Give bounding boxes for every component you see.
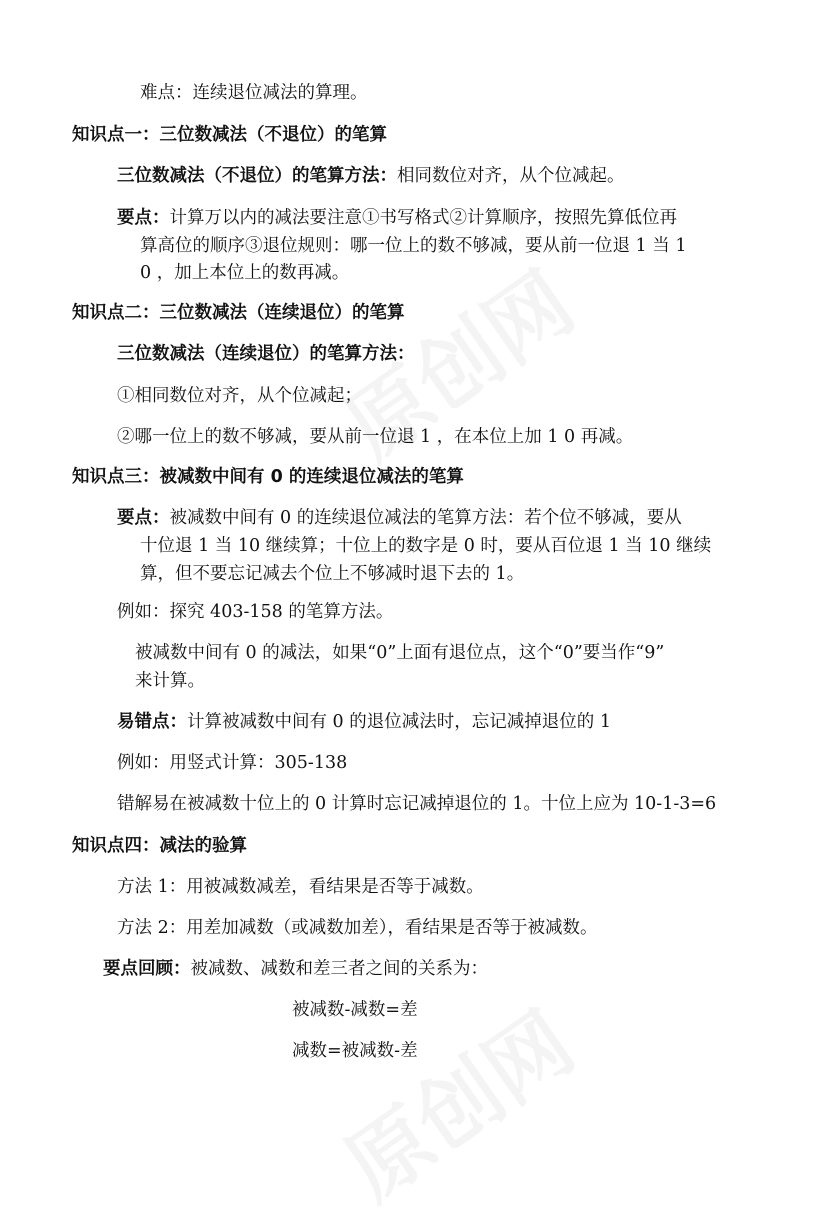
difficulty-line: 难点：连续退位减法的算理。 bbox=[140, 83, 368, 103]
method-line: 方法 1：用被减数减差，看结果是否等于减数。 bbox=[117, 877, 484, 897]
line-prefix: 要点： bbox=[117, 508, 170, 528]
example-line: 例如：探究 403-158 的笔算方法。 bbox=[117, 602, 394, 622]
line-prefix: 三位数减法（不退位）的笔算方法： bbox=[117, 166, 397, 186]
section-heading-1: 知识点一：三位数减法（不退位）的笔算 bbox=[72, 125, 387, 145]
method-line: 方法 2：用差加减数（或减数加差），看结果是否等于被减数。 bbox=[117, 918, 598, 938]
key-point-line: 要点：被减数中间有 0 的连续退位减法的笔算方法：若个位不够减，要从 bbox=[117, 508, 682, 528]
line-prefix: 易错点： bbox=[117, 712, 187, 732]
explanation-line: 来计算。 bbox=[135, 671, 205, 691]
key-point-line: 要点：计算万以内的减法要注意①书写格式②计算顺序，按照先算低位再 bbox=[117, 208, 677, 228]
common-mistake-line: 易错点：计算被减数中间有 0 的退位减法时，忘记减掉退位的 1 bbox=[117, 712, 611, 732]
list-item: ②哪一位上的数不够减，要从前一位退 1 ，在本位上加 1 0 再减。 bbox=[117, 427, 634, 447]
example-line: 例如：用竖式计算：305-138 bbox=[117, 753, 348, 773]
method-line: 三位数减法（不退位）的笔算方法：相同数位对齐，从个位减起。 bbox=[117, 166, 625, 186]
section-heading-3: 知识点三：被减数中间有 0 的连续退位减法的笔算 bbox=[72, 467, 464, 487]
list-item: ①相同数位对齐，从个位减起； bbox=[117, 386, 362, 406]
section-heading-4: 知识点四：减法的验算 bbox=[72, 836, 247, 856]
key-point-line: 算，但不要忘记减去个位上不够减时退下去的 1。 bbox=[140, 564, 525, 584]
key-point-line: 十位退 1 当 10 继续算；十位上的数字是 0 时，要从百位退 1 当 10 继续 bbox=[140, 536, 712, 556]
review-line: 要点回顾：被减数、减数和差三者之间的关系为： bbox=[103, 959, 488, 979]
formula-line: 被减数-减数=差 bbox=[292, 1000, 418, 1020]
explanation-line: 被减数中间有 0 的减法，如果“0”上面有退位点，这个“0”要当作“9” bbox=[135, 643, 665, 663]
key-point-line: 算高位的顺序③退位规则：哪一位上的数不够减，要从前一位退 1 当 1 bbox=[140, 236, 687, 256]
method-heading: 三位数减法（连续退位）的笔算方法： bbox=[117, 344, 415, 364]
line-prefix: 要点回顾： bbox=[103, 959, 191, 979]
line-prefix: 要点： bbox=[117, 208, 170, 228]
formula-line: 减数=被减数-差 bbox=[292, 1041, 418, 1061]
wrong-solution-line: 错解易在被减数十位上的 0 计算时忘记减掉退位的 1。十位上应为 10-1-3=6 bbox=[117, 794, 717, 814]
section-heading-2: 知识点二：三位数减法（连续退位）的笔算 bbox=[72, 303, 405, 323]
key-point-line: 0 ，加上本位上的数再减。 bbox=[140, 263, 350, 283]
